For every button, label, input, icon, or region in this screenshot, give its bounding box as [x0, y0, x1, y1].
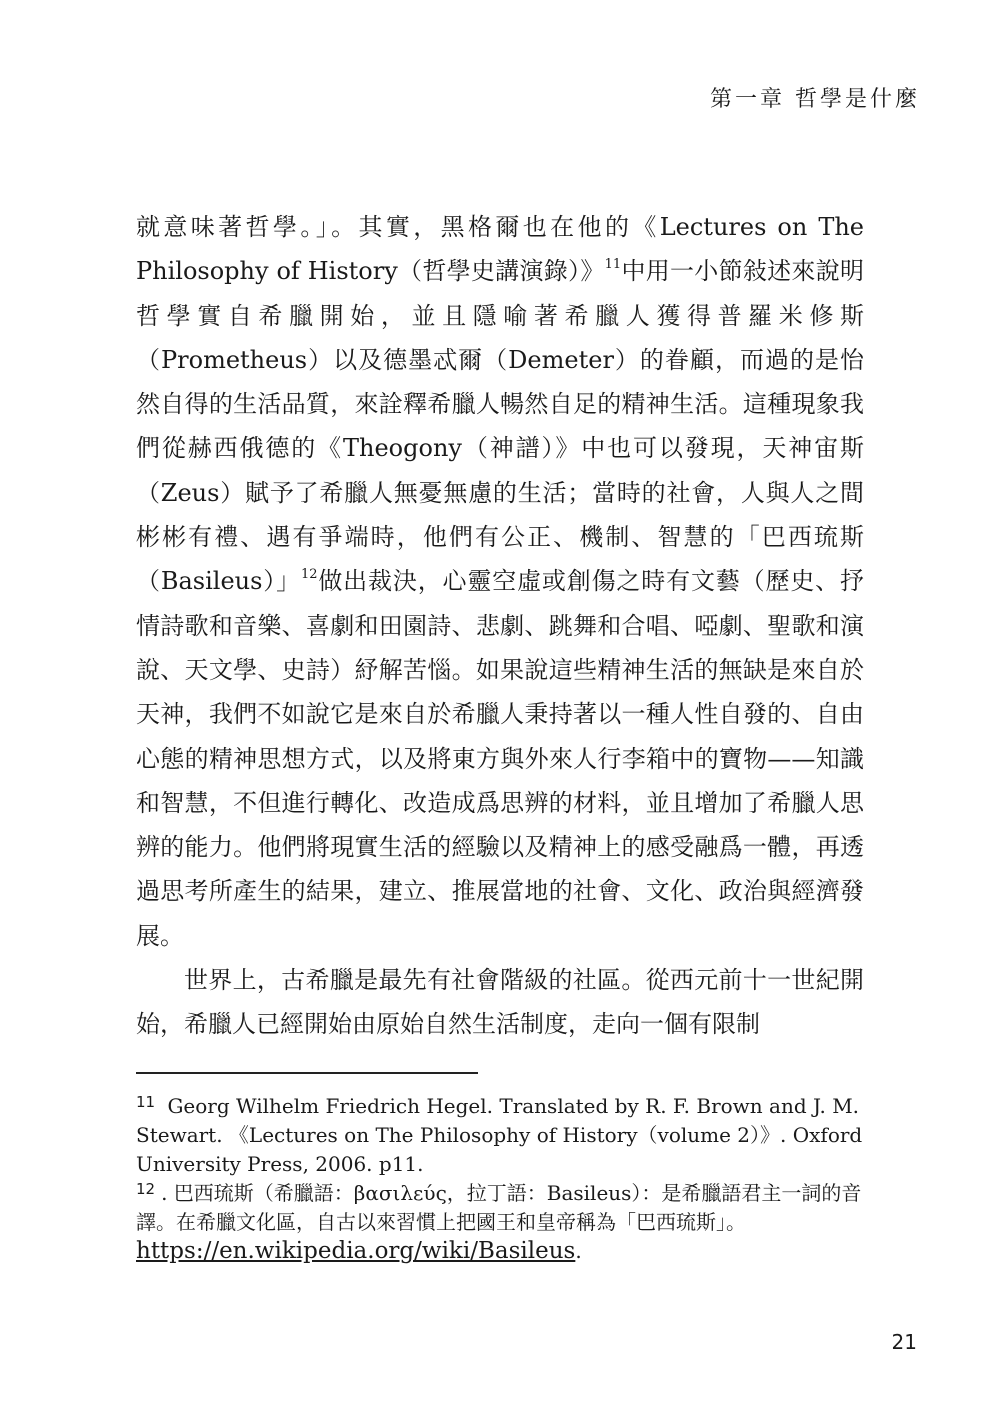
footnote-11-mark: 11 — [136, 1093, 156, 1111]
footnote-12-text: . 巴西琉斯（希臘語：βασιλεύς，拉丁語：Basileus）：是希臘語君主一詞的音譯。在希臘文化區，自古以來習慣上把國王和皇帝稱為「巴西琉斯」。 — [136, 1181, 862, 1234]
footnote-11 — [136, 1092, 866, 1179]
wikipedia-link[interactable]: https://en.wikipedia.org/wiki/Basileus — [136, 1238, 576, 1264]
footnote-12 — [136, 1179, 866, 1266]
footnote-12-mark: 12 — [136, 1180, 156, 1198]
body-text — [136, 205, 864, 1047]
running-header: 第一章 哲學是什麼 — [710, 87, 920, 112]
paragraph-2: 世界上，古希臘是最先有社會階級的社區。從西元前十一世紀開始，希臘人已經開始由原始自然生活制度，走向一個有限制 — [136, 966, 864, 1039]
footnote-12-tail: . — [575, 1239, 582, 1263]
footnote-divider — [136, 1072, 478, 1074]
paragraph-1 — [136, 205, 864, 958]
page-number: 21 — [891, 1330, 917, 1354]
paragraph-1-part-a: 就意味著哲學。」。其實，黑格爾也在他的《Lectures on The Philosophy of History（哲學史講演錄）》 — [136, 213, 864, 286]
paragraph-1-part-b: 中用一小節敍述來說明哲學實自希臘開始，並且隱喻著希臘人獲得普羅米修斯（Prometheus）以及德墨忒爾（Demeter）的眷顧，而過的是怡然自得的生活品質，來詮釋希臘人暢然自足的精神生活。這種現象我們從赫西俄德的《Theogony（神譜）》中也可以發現，天神宙斯（Zeus）賦予了希臘人無憂無慮的生活；當時的社會，人與人之間彬彬有禮、遇有爭端時，他們有公正、機制、智慧的「巴西琉斯（Basileus）」 — [136, 257, 865, 596]
paragraph-1-part-c: 做出裁決，心靈空虛或創傷之時有文藝（歷史、抒情詩歌和音樂、喜劇和田園詩、悲劇、跳舞和合唱、啞劇、聖歌和演說、天文學、史詩）紓解苦惱。如果說這些精神生活的無缺是來自於天神，我們不如說它是來自於希臘人秉持著以一種人性自發的、自由心態的精神思想方式，以及將東方與外來人行李箱中的寶物——知識和智慧，不但進行轉化、改造成爲思辨的材料，並且增加了希臘人思辨的能力。他們將現實生活的經驗以及精神上的感受融爲一體，再透過思考所產生的結果，建立、推展當地的社會、文化、政治與經濟發展。 — [136, 567, 864, 950]
footnote-ref-11[interactable]: 11 — [604, 257, 622, 273]
footnote-ref-12[interactable]: 12 — [300, 567, 318, 583]
footnote-11-text: Georg Wilhelm Friedrich Hegel. Translated by R. F. Brown and J. M. Stewart. 《Lectures on The Philosophy of History（volume 2）》. Oxford University Press, 2006. p11. — [136, 1094, 863, 1176]
footnotes — [136, 1092, 866, 1266]
